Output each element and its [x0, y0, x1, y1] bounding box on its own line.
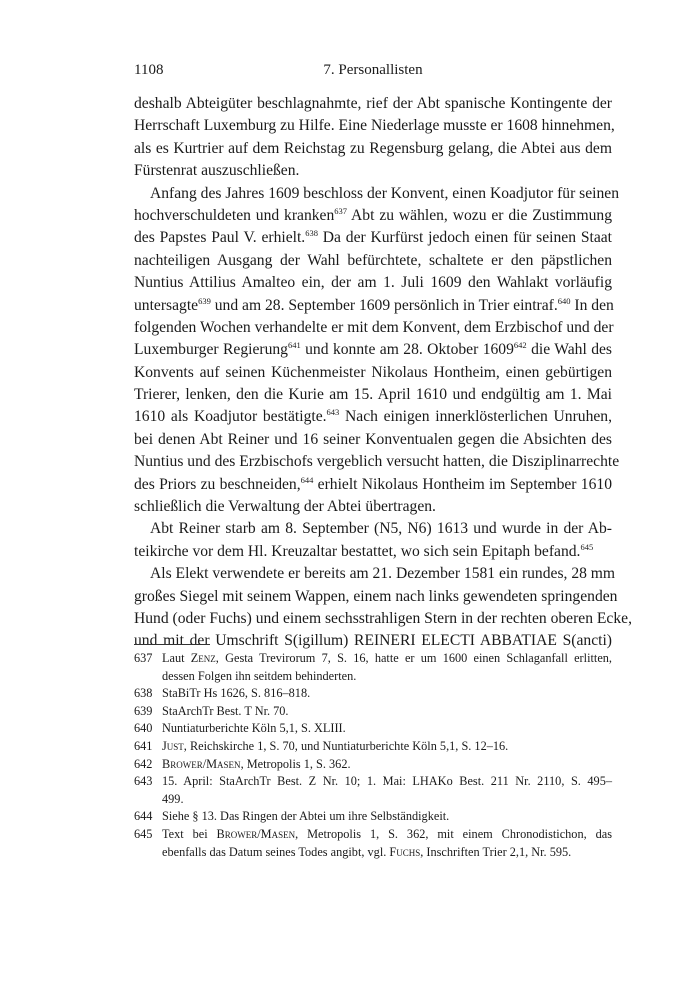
running-head: 7. Personallisten [323, 62, 423, 78]
footnote-640 [134, 720, 612, 738]
text-line: nachteiligen Ausgang der Wahl befürchtete, schaltete er den päpstlichen [134, 251, 612, 269]
footnote-line: StaArchTr Best. T Nr. 70. [162, 703, 289, 718]
footnote-number: 643 [134, 774, 153, 789]
footnote-637 [134, 650, 612, 685]
footnote-line: Brower/Masen, Metropolis 1, S. 362. [162, 756, 351, 771]
footnote-line: StaBiTr Hs 1626, S. 816–818. [162, 686, 311, 701]
text-line: Luxemburger Regierung$^{641}$ und konnte am 28. Oktober 1609$^{642}$ die Wahl des [134, 340, 612, 359]
footnote-ref[interactable]: 644 [300, 474, 314, 485]
footnote-641 [134, 738, 612, 756]
text-line: Konvents auf seinen Küchenmeister Nikolaus Hontheim, einen gebürtigen [134, 363, 612, 381]
footnote-line: ebenfalls das Datum seines Todes angibt, vgl. Fuchs, Inschriften Trier 2,1, Nr. 595. [162, 844, 572, 859]
text-line: Nuntius und des Erzbischofs vergeblich versucht hatten, die Disziplinarrechte [134, 453, 620, 471]
footnote-divider [134, 644, 210, 645]
footnote-line: Laut Zenz, Gesta Trevirorum 7, S. 16, hatte er um 1600 einen Schlaganfall erlitten, [162, 651, 613, 665]
footnote-line: dessen Folgen ihn seitdem behinderten. [162, 668, 357, 683]
body-text [134, 93, 632, 653]
footnote-ref[interactable]: 642 [513, 340, 527, 351]
footnote-number: 641 [134, 738, 153, 753]
footnote-ref[interactable]: 640 [557, 295, 571, 306]
footnote-line: 15. April: StaArchTr Best. Z Nr. 10; 1. Mai: LHAKo Best. 211 Nr. 2110, S. 495– [162, 774, 612, 789]
footnote-ref[interactable]: 641 [287, 340, 301, 351]
footnote-number: 638 [134, 686, 153, 701]
footnote-line: Just, Reichskirche 1, S. 70, und Nuntiaturberichte Köln 5,1, S. 12–16. [162, 738, 509, 753]
footnote-ref[interactable]: 645 [580, 541, 594, 552]
text-line: und mit der Umschrift S(igillum) REINERI ELECTI ABBATIAE S(ancti) [134, 632, 612, 650]
page-number: 1108 [134, 62, 164, 78]
footnote-639 [134, 703, 612, 721]
text-line: 1610 als Koadjutor bestätigte.$^{643}$ Nach einigen innerklösterlichen Unruhen, [134, 407, 613, 426]
footnote-number: 642 [134, 756, 153, 771]
text-line: untersagte$^{639}$ und am 28. September 1609 persönlich in Trier eintraf.$^{640}$ In den [134, 295, 614, 314]
text-line: bei denen Abt Reiner und 16 seiner Konventualen gegen die Absichten des [134, 430, 612, 448]
footnote-642 [134, 756, 612, 774]
text-line: Fürstenrat auszuschließen. [134, 162, 300, 180]
text-line: großes Siegel mit seinem Wappen, einem nach links gewendeten springenden [134, 587, 618, 605]
text-line: als es Kurtrier auf dem Reichstag zu Regensburg gelang, die Abtei aus dem [134, 139, 612, 157]
text-line: schließlich die Verwaltung der Abtei übertragen. [134, 498, 436, 516]
footnote-ref[interactable]: 643 [326, 407, 340, 418]
footnote-number: 644 [134, 809, 153, 824]
text-line: Abt Reiner starb am 8. September (N5, N6) 1613 und wurde in der Ab- [150, 520, 612, 538]
footnote-644 [134, 808, 612, 826]
footnote-line: Siehe § 13. Das Ringen der Abtei um ihre Selbständigkeit. [162, 809, 450, 824]
text-line: des Papstes Paul V. erhielt.$^{638}$ Da der Kurfürst jedoch einen für seinen Staat [134, 228, 612, 247]
footnote-ref[interactable]: 637 [334, 205, 348, 216]
text-line: Als Elekt verwendete er bereits am 21. Dezember 1581 ein rundes, 28 mm [150, 565, 616, 583]
text-line: Hund (oder Fuchs) und einem sechsstrahligen Stern in der rechten oberen Ecke, [134, 609, 632, 627]
footnote-638 [134, 685, 612, 703]
footnote-ref[interactable]: 639 [198, 295, 211, 306]
footnote-645 [134, 826, 612, 861]
text-line: Nuntius Attilius Amalteo ein, der am 1. Juli 1609 den Wahlakt vorläufig [134, 274, 612, 292]
text-line: Trierer, lenken, den die Kurie am 15. April 1610 und endgültig am 1. Mai [134, 386, 612, 404]
page-header [134, 62, 612, 82]
text-line: Anfang des Jahres 1609 beschloss der Konvent, einen Koadjutor für seinen [150, 184, 619, 202]
footnote-number: 639 [134, 703, 153, 718]
text-line: folgenden Wochen verhandelte er mit dem Konvent, dem Erzbischof und der [134, 318, 614, 336]
footnote-line: Text bei Brower/Masen, Metropolis 1, S. 362, mit einem Chronodistichon, das [162, 826, 612, 841]
text-line: Herrschaft Luxemburg zu Hilfe. Eine Niederlage musste er 1608 hinnehmen, [134, 117, 615, 135]
text-line: des Priors zu beschneiden,$^{644}$ erhielt Nikolaus Hontheim im September 1610 [134, 474, 612, 493]
footnote-number: 645 [134, 826, 153, 841]
footnotes [134, 650, 612, 861]
footnote-643 [134, 773, 612, 808]
footnote-number: 640 [134, 721, 153, 736]
footnote-ref[interactable]: 638 [305, 228, 318, 239]
text-line: deshalb Abteigüter beschlagnahmte, rief der Abt spanische Kontingente der [134, 95, 612, 112]
footnote-line: 499. [162, 791, 184, 806]
footnote-number: 637 [134, 651, 153, 665]
text-line: teikirche vor dem Hl. Kreuzaltar bestattet, wo sich sein Epitaph befand.$^{645}$ [134, 541, 594, 560]
footnote-line: Nuntiaturberichte Köln 5,1, S. XLIII. [162, 721, 346, 736]
text-line: hochverschuldeten und kranken$^{637}$ Abt zu wählen, wozu er die Zustimmung [134, 205, 612, 224]
